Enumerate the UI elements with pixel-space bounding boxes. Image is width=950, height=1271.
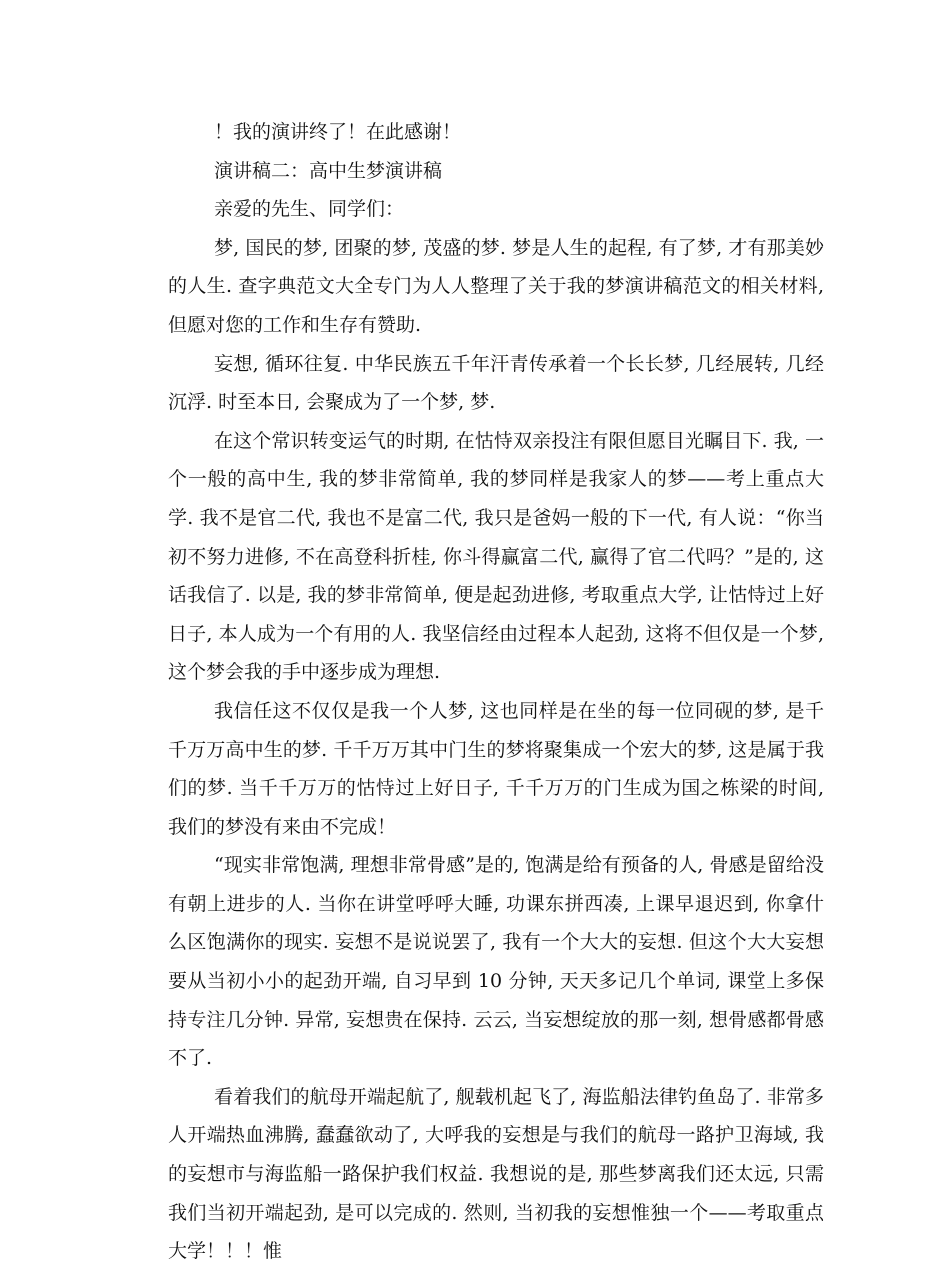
- paragraph: 梦, 国民的梦, 团聚的梦, 茂盛的梦. 梦是人生的起程, 有了梦, 才有那美妙的人生. 查字典范文大全专门为人人整理了关于我的梦演讲稿范文的相关材料, 但愿对您的工作和生存有赞助.: [168, 236, 824, 336]
- paragraph-closing: ！我的演讲终了！在此感谢！: [214, 121, 462, 143]
- paragraph: 看着我们的航母开端起航了, 舰载机起飞了, 海监船法律钓鱼岛了. 非常多人开端热血沸腾, 蠢蠢欲动了, 大呼我的妄想是与我们的航母一路护卫海域, 我的妄想市与海监船一路保护我们权益. 我想说的是, 那些梦离我们还太远, 只需我们当初开端起劲, 是可以完成的. 然则, 当初我的妄想惟独一个——考取重点大学！！！惟: [168, 1085, 824, 1263]
- paragraph: 我信任这不仅仅是我一个人梦, 这也同样是在坐的每一位同砚的梦, 是千千万万高中生的梦. 千千万万其中门生的梦将聚集成一个宏大的梦, 这是属于我们的梦. 当千千万万的怙恃过上好日子, 千千万万的门生成为国之栋梁的时间, 我们的梦没有来由不完成！: [168, 699, 824, 838]
- paragraph: “现实非常饱满, 理想非常骨感”是的, 饱满是给有预备的人, 骨感是留给没有朝上进步的人. 当你在讲堂呼呼大睡, 功课东拼西凑, 上课早退迟到, 你拿什么区饱满你的现实. 妄想不是说说罢了, 我有一个大大的妄想. 但这个大大妄想要从当初小小的起劲开端, 自习早到 10 分钟, 天天多记几个单词, 课堂上多保持专注几分钟. 异常, 妄想贵在保持. 云云, 当妄想绽放的那一刻, 想骨感都骨感不了.: [168, 854, 824, 1070]
- paragraph: 妄想, 循环往复. 中华民族五千年汗青传承着一个长长梦, 几经展转, 几经沉浮. 时至本日, 会聚成为了一个梦, 梦.: [168, 352, 824, 414]
- paragraph-salutation: 亲爱的先生、同学们：: [214, 198, 405, 221]
- paragraph: 在这个常识转变运气的时期, 在怙恃双亲投注有限但愿目光瞩目下. 我, 一个一般的高中生, 我的梦非常简单, 我的梦同样是我家人的梦——考上重点大学. 我不是官二代, 我也不是富二代, 我只是爸妈一般的下一代, 有人说：“你当初不努力进修, 不在高登科折桂, 你斗得赢富二代, 赢得了官二代吗？”是的, 这话我信了. 以是, 我的梦非常简单, 便是起劲进修, 考取重点大学, 让怙恃过上好日子, 本人成为一个有用的人. 我坚信经由过程本人起劲, 这将不但仅是一个梦, 这个梦会我的手中逐步成为理想.: [168, 429, 824, 684]
- document-body: [168, 113, 824, 1271]
- paragraph-heading: 演讲稿二：高中生梦演讲稿: [214, 159, 443, 182]
